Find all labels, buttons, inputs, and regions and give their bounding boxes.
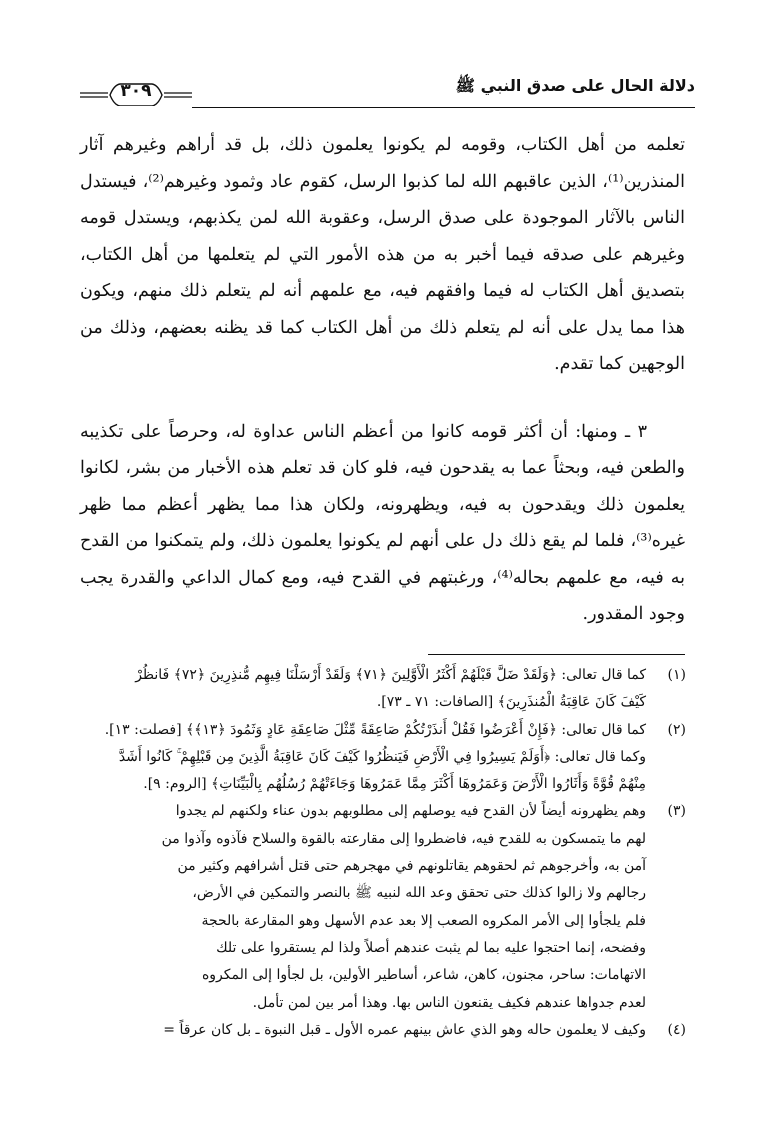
running-title: دلالة الحال على صدق النبي ﷺ bbox=[455, 76, 695, 95]
body-paragraph-2: ٣ ـ ومنها: أن أكثر قومه كانوا من أعظم الناس عداوة له، وحرصاً على تكذيبه والطعن فيه، وبحثاً عما به يقدحون فيه، فلو كان قد تعلم هذه الأخبار من بشر، لكانوا يعلمون ذلك ويقدحون به فيه، ويظهرونه، ولكان هذا مما يظهر أعظم مما ظهر غيره⁽³⁾، فلما لم يقع ذلك دل على أنهم لم يكونوا يعلمون ذلك، ولم يتمكنوا من القدح به فيه، مع علمهم بحاله⁽⁴⁾، ورغبتهم في القدح فيه، ومع كمال الداعي والقدرة يجب وجود المقدور. bbox=[80, 421, 685, 624]
body-paragraph-1: تعلمه من أهل الكتاب، وقومه لم يكونوا يعلمون ذلك، بل قد أراهم وغيرهم آثار المنذرين⁽¹⁾، الذين عاقبهم الله لما كذبوا الرسل، كقوم عاد وثمود وغيرهم⁽²⁾، فيستدل الناس بالآثار الموجودة على صدق الرسل، وعقوبة الله لمن يكذبهم، ويستدل قومه وغيرهم على صدقه فيما أخبر به من هذه الأمور التي لم يتعلمها من أهل الكتاب، بتصديق أهل الكتاب له فيما وافقهم فيه، مع علمهم أنه لم يتعلم ذلك منهم، ويكون هذا مما يدل على أنه لم يتعلم ذلك من أهل الكتاب كما قد يظنه بعضهم، وذلك من الوجهين كما تقدم. bbox=[80, 135, 685, 374]
page-number-ornament bbox=[80, 80, 192, 106]
page-number: ٣٠٩ bbox=[120, 81, 152, 101]
page-header bbox=[80, 74, 695, 114]
footnote-line: الاتهامات: ساحر، مجنون، كاهن، شاعر، أساطير الأولين، بل لجأوا إلى المكروه bbox=[201, 967, 646, 984]
footnote-2 bbox=[72, 717, 686, 799]
footnote-number: (٣) bbox=[667, 803, 686, 820]
footnote-3 bbox=[72, 798, 686, 1016]
footnote-line: وكما قال تعالى: ﴿أَوَلَمْ يَسِيرُوا فِي الْأَرْضِ فَيَنظُرُوا كَيْفَ كَانَ عَاقِبَةُ الَّذِينَ مِن قَبْلِهِمْ ۚ كَانُوا أَشَدَّ bbox=[118, 748, 646, 765]
footnote-number: (٢) bbox=[667, 721, 686, 738]
footnote-line: آمن به، وأخرجوهم ثم لحقوهم يقاتلونهم في مهجرهم حتى قتل أشرافهم وكثير من bbox=[177, 858, 646, 875]
footnote-line: فلم يلجأوا إلى الأمر المكروه الصعب إلا بعد عدم الأسهل وهو المقارعة بالحجة bbox=[201, 912, 646, 929]
footnotes bbox=[72, 662, 686, 1044]
header-rule bbox=[192, 107, 695, 108]
footnote-line: كَيْفَ كَانَ عَاقِبَةُ الْمُنذَرِينَ﴾ [الصافات: ٧١ ـ ٧٣]. bbox=[376, 694, 646, 711]
footnote-number: (٤) bbox=[667, 1021, 686, 1038]
footnote-line: وفضحه، إنما احتجوا عليه بما لم يثبت عندهم أصلاً ولذا لم يستقروا على تلك bbox=[216, 939, 646, 956]
footnote-number: (١) bbox=[667, 667, 686, 683]
footnote-line: لهم ما يتمسكون به للقدح فيه، فاضطروا إلى مقارعته بالقوة والسلاح فآذوه وآذوا من bbox=[161, 830, 646, 847]
footnote-1 bbox=[72, 662, 686, 717]
footnote-line: كما قال تعالى: ﴿وَلَقَدْ ضَلَّ قَبْلَهُمْ أَكْثَرُ الْأَوَّلِينَ ﴿٧١﴾ وَلَقَدْ أَرْسَلْنَا فِيهِم مُّنذِرِينَ ﴿٧٢﴾ فَانظُرْ bbox=[135, 667, 646, 683]
footnote-line: رجالهم ولا زالوا كذلك حتى تحقق وعد الله لنبيه ﷺ بالنصر والتمكين في الأرض، bbox=[192, 885, 646, 902]
footnote-line: لعدم جدواها عندهم فكيف يقنعون الناس بها. وهذا أمر بين لمن تأمل. bbox=[252, 994, 646, 1011]
main-text bbox=[80, 127, 685, 633]
footnote-line: وهم يظهرونه أيضاً لأن القدح فيه يوصلهم إلى مطلوبهم بدون عناء ولكنهم لم يجدوا bbox=[175, 803, 646, 820]
footnote-separator bbox=[428, 654, 685, 655]
footnote-line: وكيف لا يعلمون حاله وهو الذي عاش بينهم عمره الأول ـ قبل النبوة ـ بل كان عرقاً = bbox=[163, 1021, 646, 1038]
footnote-line: كما قال تعالى: ﴿فَإِنْ أَعْرَضُوا فَقُلْ أَنذَرْتُكُمْ صَاعِقَةً مِّثْلَ صَاعِقَةِ عَادٍ وَثَمُودَ ﴿١٣﴾﴾ [فصلت: ١٣]. bbox=[104, 721, 646, 738]
footnote-4 bbox=[72, 1017, 686, 1044]
footnote-line: مِنْهُمْ قُوَّةً وَأَثَارُوا الْأَرْضَ وَعَمَرُوهَا أَكْثَرَ مِمَّا عَمَرُوهَا وَجَاءَتْهُمْ رُسُلُهُم بِالْبَيِّنَاتِ﴾ [الروم: ٩]. bbox=[143, 776, 646, 793]
